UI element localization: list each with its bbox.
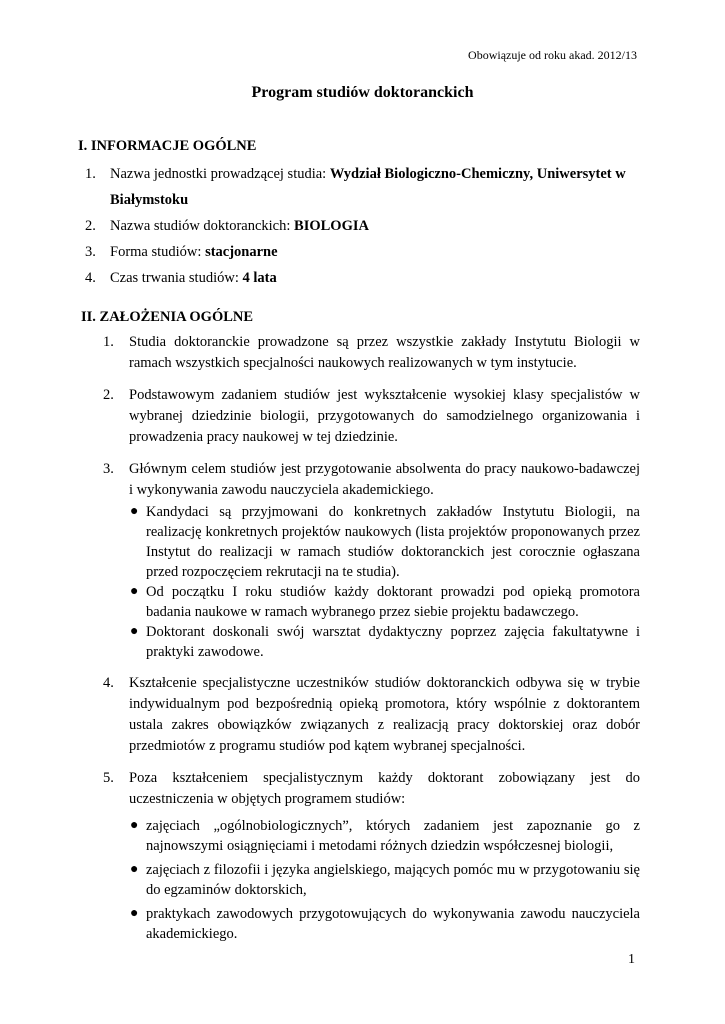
- item-number: 2.: [85, 218, 96, 234]
- item-text: Forma studiów:: [110, 244, 206, 260]
- item-value: stacjonarne: [205, 244, 278, 260]
- list-item: [85, 239, 645, 265]
- list-item: [85, 265, 645, 291]
- bullet-text: zajęciach „ogólnobiologicznych”, których zadaniem jest zapoznanie go z najnowszymi osiągnięciami i metodami różnych dziedzin współczesnej biologii,: [146, 818, 640, 854]
- section-2-heading: II. ZAŁOŻENIA OGÓLNE: [81, 309, 254, 325]
- bullet-item: [129, 816, 640, 856]
- item-number: 3.: [103, 461, 114, 477]
- item-value: 4 lata: [242, 270, 277, 286]
- item-value: Wydział Biologiczno-Chemiczny, Uniwersytet w Białymstoku: [110, 166, 626, 208]
- list-item: [103, 385, 640, 448]
- item-text: Poza kształceniem specjalistycznym każdy doktorant zobowiązany jest do uczestniczenia w objętych programem studiów:: [129, 770, 640, 807]
- item-value: BIOLOGIA: [294, 218, 369, 234]
- bullet-text: Doktorant doskonali swój warsztat dydaktyczny poprzez zajęcia fakultatywne i praktyki zawodowe.: [146, 624, 640, 660]
- item-text: Nazwa studiów doktoranckich:: [110, 218, 295, 234]
- bullet-item: [129, 904, 640, 944]
- bullet-list: [129, 816, 640, 944]
- item-text: Czas trwania studiów:: [110, 270, 243, 286]
- item-number: 3.: [85, 244, 96, 260]
- section-2-list: [103, 332, 640, 948]
- header-note: Obowiązuje od roku akad. 2012/13: [468, 48, 637, 62]
- list-item: [103, 332, 640, 374]
- list-item: [85, 213, 645, 239]
- bullet-icon: ●: [130, 584, 139, 599]
- item-text: Podstawowym zadaniem studiów jest wykształcenie wysokiej klasy specjalistów w wybranej dziedzinie biologii, przygotowanych do samodzielnego organizowania i prowadzenia pracy naukowej w tej dziedzinie.: [129, 387, 640, 445]
- list-item: [85, 161, 645, 213]
- item-number: 4.: [103, 675, 114, 691]
- bullet-icon: ●: [130, 504, 139, 519]
- section-1-heading: I. INFORMACJE OGÓLNE: [78, 138, 257, 154]
- list-item: [103, 673, 640, 757]
- section-1-list: [85, 161, 645, 291]
- bullet-text: Kandydaci są przyjmowani do konkretnych zakładów Instytutu Biologii, na realizację konkretnych projektów naukowych (lista projektów proponowanych przez Instytut do realizacji w ramach studiów doktoranckich jest corocznie ogłaszana przed rozpoczęciem rekrutacji na te studia).: [146, 504, 640, 580]
- item-number: 1.: [103, 334, 114, 350]
- bullet-icon: ●: [130, 906, 139, 921]
- item-text: Nazwa jednostki prowadzącej studia:: [110, 166, 330, 182]
- list-item: [103, 768, 640, 944]
- bullet-text: Od początku I roku studiów każdy doktorant prowadzi pod opieką promotora badania naukowe w ramach wybranego przez siebie projektu badawczego.: [146, 584, 640, 620]
- item-number: 4.: [85, 270, 96, 286]
- document-title: Program studiów doktoranckich: [251, 84, 474, 101]
- bullet-icon: ●: [130, 818, 139, 833]
- bullet-list: [129, 502, 640, 662]
- bullet-icon: ●: [130, 624, 139, 639]
- item-text: Studia doktoranckie prowadzone są przez wszystkie zakłady Instytutu Biologii w ramach wszystkich specjalności naukowych realizowanych w tym instytucie.: [129, 334, 640, 371]
- bullet-item: [129, 860, 640, 900]
- bullet-item: [129, 502, 640, 582]
- item-text: Kształcenie specjalistyczne uczestników studiów doktoranckich odbywa się w trybie indywidualnym pod bezpośrednią opieką promotora, który wspólnie z doktorantem ustala zakres obowiązków związanych z realizacją pracy doktorskiej oraz dobór przedmiotów z programu studiów pod kątem wybranej specjalności.: [129, 675, 640, 754]
- bullet-text: praktykach zawodowych przygotowujących do wykonywania zawodu nauczyciela akademickiego.: [146, 906, 640, 942]
- page-number: 1: [628, 952, 635, 967]
- list-item: [103, 459, 640, 662]
- item-number: 1.: [85, 166, 96, 182]
- bullet-item: [129, 582, 640, 622]
- item-number: 5.: [103, 770, 114, 786]
- bullet-text: zajęciach z filozofii i języka angielskiego, mających pomóc mu w przygotowaniu się do egzaminów doktorskich,: [146, 862, 640, 898]
- item-text: Głównym celem studiów jest przygotowanie absolwenta do pracy naukowo-badawczej i wykonywania zawodu nauczyciela akademickiego.: [129, 461, 640, 498]
- item-number: 2.: [103, 387, 114, 403]
- bullet-item: [129, 622, 640, 662]
- bullet-icon: ●: [130, 862, 139, 877]
